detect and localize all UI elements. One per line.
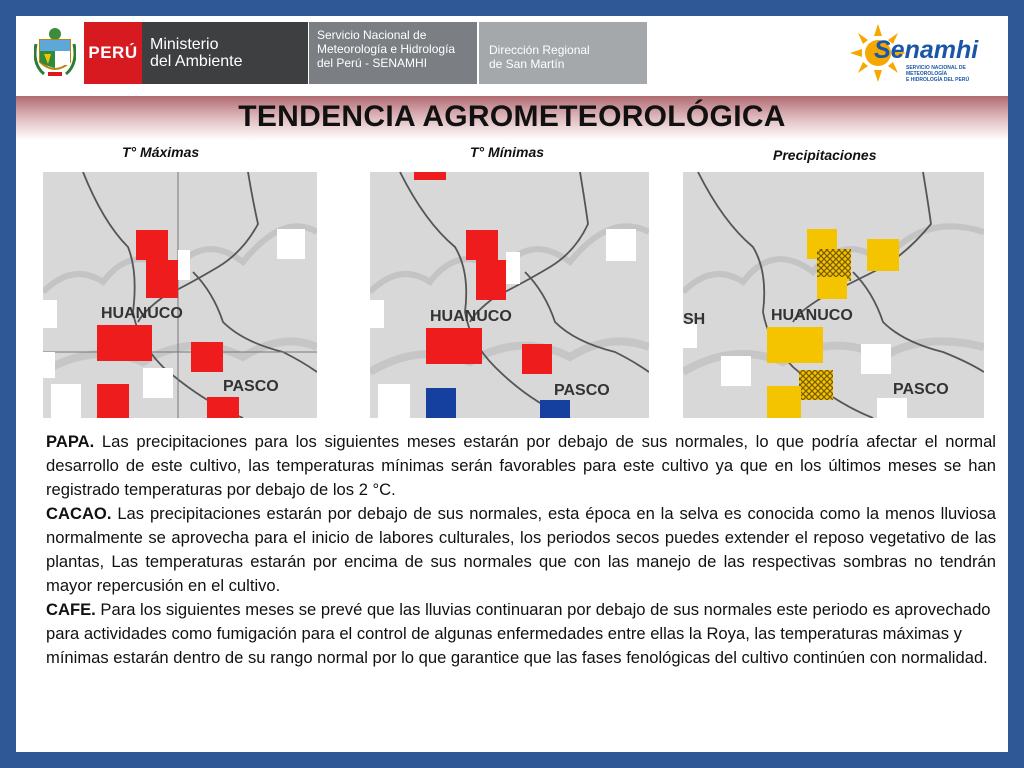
logo-sub2: E HIDROLOGÍA DEL PERÚ (906, 77, 970, 83)
ministerio-block (142, 22, 308, 84)
senamhi-block (309, 22, 477, 84)
place-pasco: PASCO (554, 382, 610, 399)
paragraph-cacao (46, 502, 996, 598)
paragraph-cafe (46, 598, 996, 670)
logo-sub1: SERVICIO NACIONAL DE METEOROLOGÍA (906, 65, 966, 77)
crop-cacao: CACAO. (46, 504, 112, 523)
map-tmin (370, 172, 649, 418)
ministerio-line2: del Ambiente (150, 53, 243, 70)
map-precip (683, 172, 984, 418)
peru-coat-of-arms-icon (34, 24, 76, 80)
page-title: TENDENCIA AGROMETEOROLÓGICA (238, 100, 786, 133)
paragraph-papa (46, 430, 996, 502)
slide (16, 16, 1008, 752)
map-tmax (43, 172, 317, 418)
place-pasco: PASCO (893, 381, 949, 398)
place-sh: SH (683, 311, 706, 328)
crop-cafe: CAFE. (46, 600, 96, 619)
place-huanuco: HUANUCO (430, 308, 512, 325)
senamhi-line3: del Perú - SENAMHI (317, 56, 428, 70)
text-cacao: Las precipitaciones estarán por debajo de sus normales, esta época en la selva es conocida como la menos lluviosa normalmente se aprovecha para el inicio de labores culturales, los periodos secos puedes extender el reposo vegetativo de las plantas, Las temperaturas estarán por encima de sus normales que con las manejo de las respectivas sombras no tendrán mayor repercusión en el cultivo. (46, 504, 996, 595)
logo-name: Senamhi (874, 36, 979, 64)
place-huanuco: HUANUCO (101, 305, 183, 322)
direccion-line1: Dirección Regional (489, 43, 590, 57)
map-label-precip: Precipitaciones (773, 147, 877, 163)
header-logos (16, 16, 1008, 94)
map-label-tmin: T° Mínimas (470, 144, 545, 160)
senamhi-line1: Servicio Nacional de (317, 28, 427, 42)
crop-papa: PAPA. (46, 432, 95, 451)
direccion-line2: de San Martín (489, 57, 565, 71)
text-body (46, 430, 996, 670)
map-label-tmax: T° Máximas (122, 144, 200, 160)
text-papa: Las precipitaciones para los siguientes meses estarán por debajo de sus normales, lo que podría afectar el normal desarrollo de este cultivo, las temperaturas mínimas serán favorables para este cultivo ya que en los últimos meses se han registrado temperaturas por debajo de los 2 °C. (46, 432, 996, 499)
senamhi-logo (848, 22, 998, 84)
text-cafe: Para los siguientes meses se prevé que las lluvias continuaran por debajo de sus normales este periodo es aprovechado para actividades como fumigación para el control de algunas enfermedades entre ellas la Roya, las temperaturas máximas y mínimas estarán dentro de su rango normal por lo que garantice que las fases fenológicas del cultivo continúen con normalidad. (46, 600, 991, 667)
logo-subtitle (906, 65, 998, 83)
peru-brand-block: PERÚ (84, 22, 142, 84)
direccion-block (479, 22, 647, 84)
place-pasco: PASCO (223, 378, 279, 395)
place-huanuco: HUANUCO (771, 307, 853, 324)
senamhi-line2: Meteorología e Hidrología (317, 42, 456, 56)
ministerio-line1: Ministerio (150, 36, 219, 53)
